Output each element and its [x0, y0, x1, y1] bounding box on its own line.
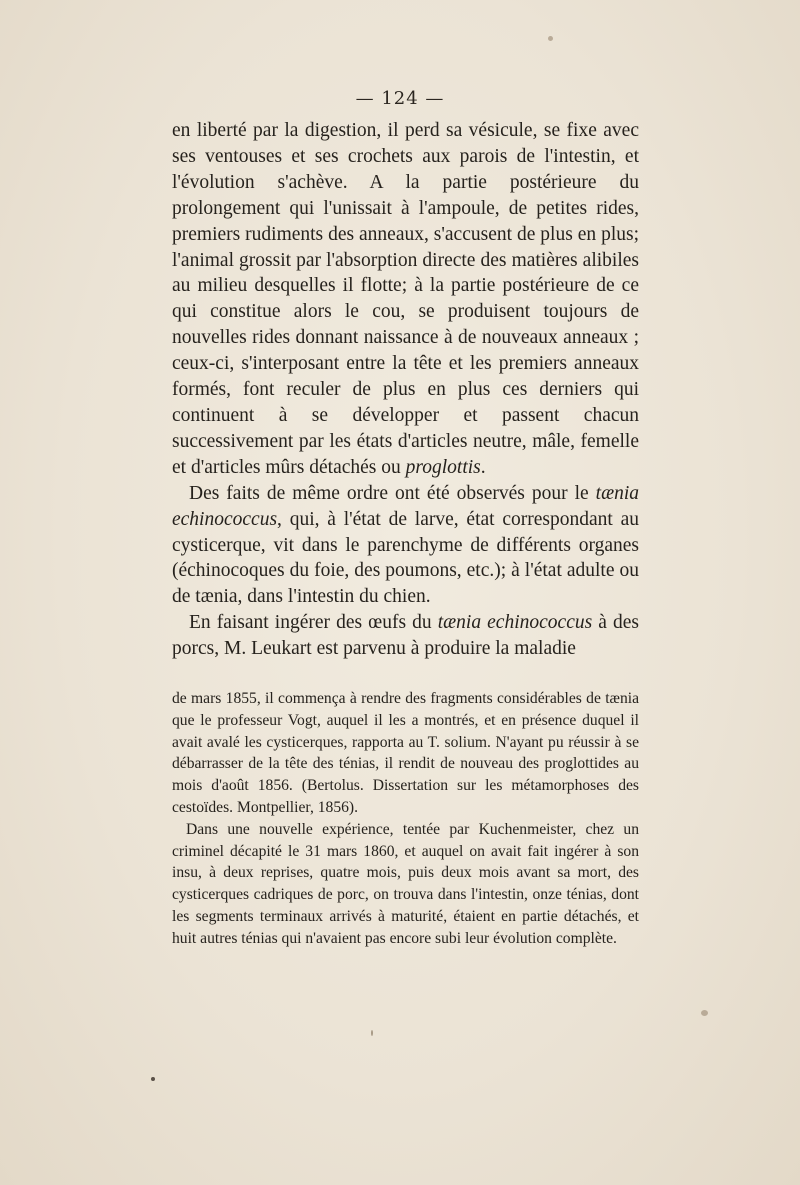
text-run: Des faits de même ordre ont été observés pour le: [189, 482, 596, 504]
footnotes: [172, 688, 639, 950]
text-run: En faisant ingérer des œufs du: [189, 612, 438, 634]
paper-speck: [151, 1077, 155, 1081]
paragraph: [172, 481, 639, 611]
footnote-paragraph: Dans une nouvelle expérience, tentée par Kuchenmeister, chez un criminel décapité le 31 mars 1860, et auquel on avait fait ingérer à son insu, à deux reprises, quatre mois, puis deux mois avant sa mort, des cysticerques cadriques de porc, on trouva dans l'intestin, onze ténias, dont les segments terminaux arrivés à maturité, étaient en partie détachés, et huit autres ténias qui n'avaient pas encore subi leur évolution complète.: [172, 820, 639, 947]
paper-speck: [701, 1010, 708, 1016]
paragraph: [172, 610, 639, 662]
italic-term: tænia echinococcus: [437, 612, 593, 634]
text-run: , qui, à l'état de larve, état correspondant au cysticerque, vit dans le parenchyme de différents organes (échinocoques du foie, des poumons, etc.); à l'état adulte ou de tænia, dans l'intestin du chien.: [172, 508, 639, 608]
paragraph: [172, 118, 639, 481]
main-text: [172, 118, 639, 662]
paper-speck: [548, 36, 553, 41]
italic-term: tænia echinococcus: [172, 482, 639, 530]
italic-term: proglottis: [405, 456, 481, 478]
footnote-paragraph: de mars 1855, il commença à rendre des fragments considérables de tænia que le professeur Vogt, auquel il les a montrés, et en présence duquel il avait avalé les cysticerques, rapporta au T. solium. N'ayant pu réussir à se débarrasser de la tête des ténias, il rendit de nouveau des proglottides au mois d'août 1856. (Bertolus. Dissertation sur les métamorphoses des cestoïdes. Montpellier, 1856).: [172, 690, 639, 816]
text-run: à des porcs, M. Leukart est parvenu à produire la maladie: [172, 612, 639, 660]
paper-speck: [371, 1030, 373, 1036]
page-number: — 124 —: [355, 88, 445, 109]
text-run: .: [480, 456, 486, 478]
text-run: en liberté par la digestion, il perd sa vésicule, se fixe avec ses ventouses et ses crochets aux parois de l'intestin, et l'évolution s'achève. A la partie postérieure du prolongement qui l'unissait à l'ampoule, de petites rides, premiers rudiments des anneaux, s'accusent de plus en plus; l'animal grossit par l'absorption directe des matières alibiles au milieu desquelles il flotte; à la partie postérieure de ce qui constitue alors le cou, se produisent toujours de nouvelles rides donnant naissance à de nouveaux anneaux ; ceux-ci, s'interposant entre la tête et les premiers anneaux formés, font reculer de plus en plus ces derniers qui continuent à se développer et passent chacun successivement par les états d'articles neutre, mâle, femelle et d'articles mûrs détachés ou: [172, 120, 639, 478]
